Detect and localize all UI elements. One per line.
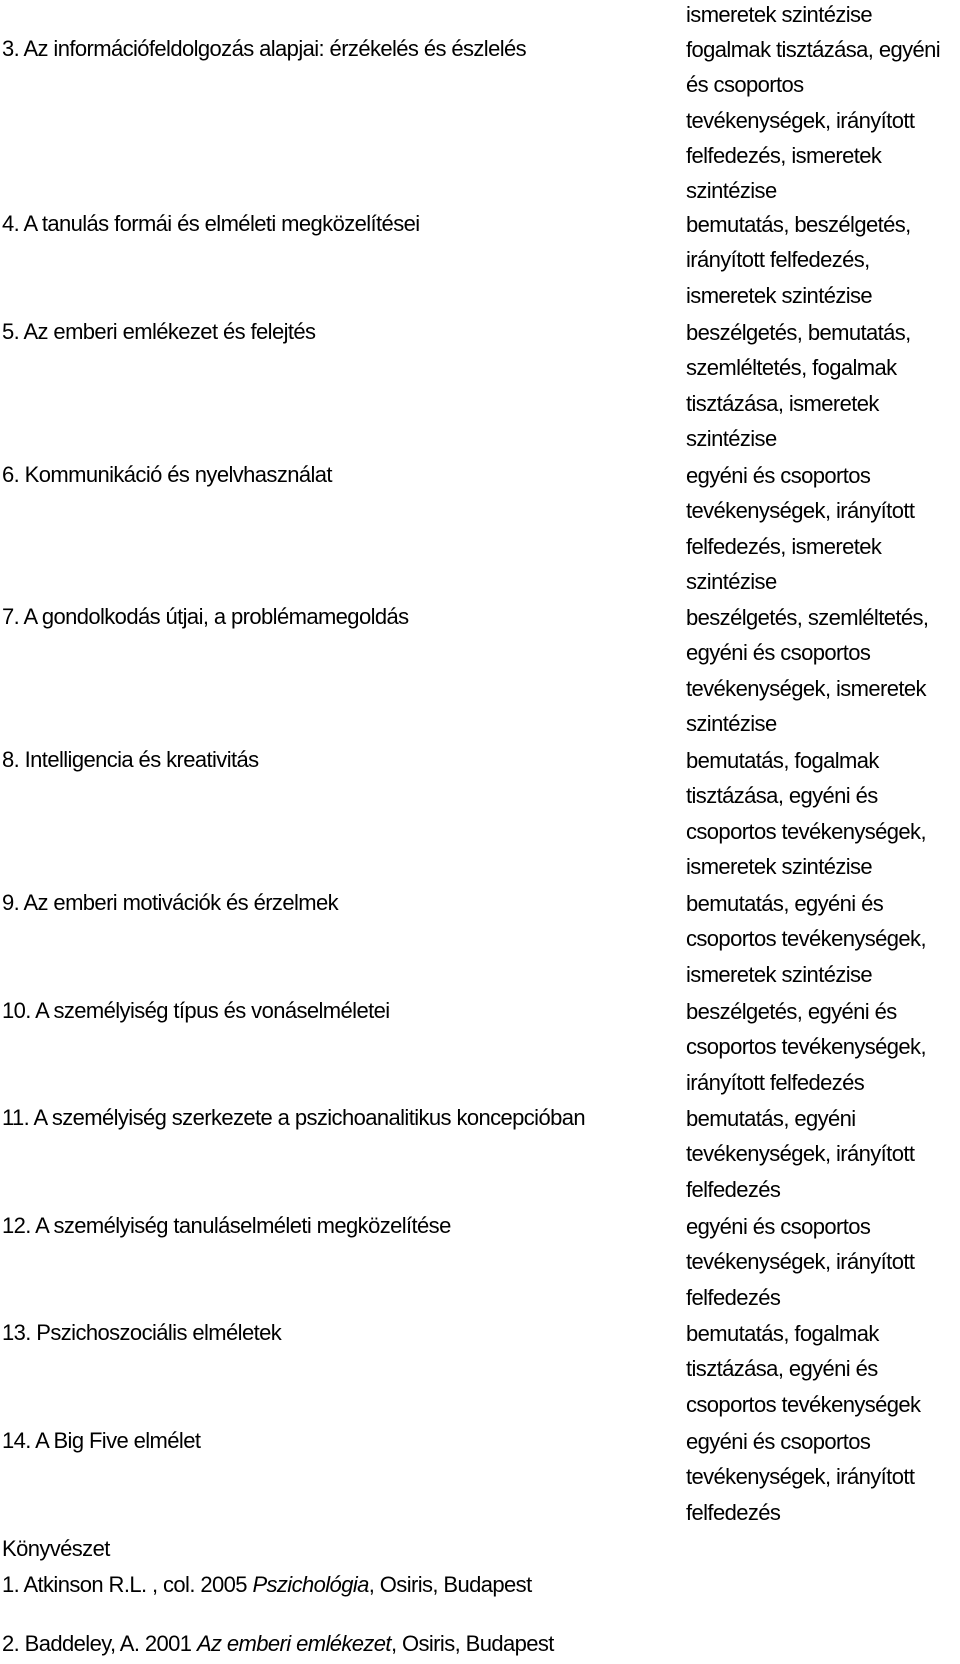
- method-line: ismeretek szintézise: [686, 282, 873, 308]
- methods-6: [686, 458, 956, 599]
- method-line: felfedezés, ismeretek: [686, 142, 882, 168]
- method-line: csoportos tevékenységek,: [686, 818, 926, 844]
- topic-7: 7. A gondolkodás útjai, a problémamegoldás: [2, 604, 409, 629]
- methods-13: [686, 1316, 956, 1422]
- method-line: bemutatás, egyéni és: [686, 891, 884, 916]
- method-line: egyéni és csoportos: [686, 463, 871, 488]
- method-line: tisztázása, ismeretek: [686, 390, 879, 416]
- methods-3: [686, 32, 956, 208]
- topic-9: 9. Az emberi motivációk és érzelmek: [2, 890, 339, 915]
- method-line: felfedezés: [686, 1499, 781, 1525]
- topic-11: 11. A személyiség szerkezete a pszichoanalitikus koncepcióban: [2, 1105, 586, 1130]
- method-line: tisztázása, egyéni és: [686, 783, 878, 809]
- method-line: beszélgetés, egyéni és: [686, 999, 897, 1024]
- topic-6: 6. Kommunikáció és nyelvhasználat: [2, 462, 332, 487]
- method-line: szemléltetés, fogalmak: [686, 355, 897, 381]
- method-line: beszélgetés, szemléltetés,: [686, 605, 929, 630]
- method-line: tisztázása, egyéni és: [686, 1356, 878, 1382]
- method-line: bemutatás, beszélgetés,: [686, 212, 911, 237]
- topic-12: 12. A személyiség tanuláselméleti megközelítése: [2, 1213, 451, 1238]
- methods-5: [686, 315, 956, 456]
- method-line: felfedezés, ismeretek: [686, 533, 882, 559]
- reference-prefix: 2. Baddeley, A. 2001: [2, 1631, 197, 1656]
- methods-7: [686, 600, 956, 741]
- topic-5: 5. Az emberi emlékezet és felejtés: [2, 319, 316, 344]
- topic-8: 8. Intelligencia és kreativitás: [2, 747, 259, 772]
- method-line: ismeretek szintézise: [686, 961, 873, 987]
- method-line: tevékenységek, ismeretek: [686, 675, 926, 701]
- topic-14: 14. A Big Five elmélet: [2, 1428, 201, 1453]
- lead-line: ismeretek szintézise: [686, 2, 873, 27]
- method-line: beszélgetés, bemutatás,: [686, 320, 911, 345]
- bibliography-heading: Könyvészet: [2, 1536, 110, 1561]
- reference-1: [2, 1568, 532, 1602]
- method-line: szintézise: [686, 425, 777, 451]
- method-line: egyéni és csoportos: [686, 1214, 871, 1239]
- methods-8: [686, 743, 956, 884]
- method-line: és csoportos: [686, 72, 804, 98]
- method-line: tevékenységek, irányított: [686, 498, 915, 524]
- reference-suffix: , Osiris, Budapest: [390, 1631, 554, 1656]
- method-line: bemutatás, fogalmak: [686, 1321, 879, 1346]
- method-line: egyéni és csoportos: [686, 640, 871, 666]
- method-line: szintézise: [686, 178, 777, 204]
- method-line: bemutatás, fogalmak: [686, 748, 879, 773]
- method-line: egyéni és csoportos: [686, 1429, 871, 1454]
- reference-title: Pszichológia: [252, 1572, 369, 1597]
- method-line: felfedezés: [686, 1284, 781, 1310]
- reference-suffix: , Osiris, Budapest: [368, 1572, 532, 1597]
- topic-10: 10. A személyiség típus és vonáselméletei: [2, 998, 390, 1023]
- methods-10: [686, 994, 956, 1100]
- method-line: irányított felfedezés: [686, 1069, 865, 1095]
- topic-13: 13. Pszichoszociális elméletek: [2, 1320, 282, 1345]
- method-line: tevékenységek, irányított: [686, 1464, 915, 1490]
- method-line: bemutatás, egyéni: [686, 1106, 856, 1131]
- method-line: tevékenységek, irányított: [686, 107, 915, 133]
- method-line: szintézise: [686, 568, 777, 594]
- reference-2: [2, 1627, 554, 1661]
- method-line: csoportos tevékenységek: [686, 1391, 921, 1417]
- methods-12: [686, 1209, 956, 1315]
- methods-4: [686, 207, 956, 313]
- method-line: felfedezés: [686, 1176, 781, 1202]
- reference-title: Az emberi emlékezet: [196, 1631, 391, 1656]
- methods-14: [686, 1424, 956, 1530]
- method-line: csoportos tevékenységek,: [686, 1034, 926, 1060]
- method-line: szintézise: [686, 710, 777, 736]
- methods-9: [686, 886, 956, 992]
- reference-prefix: 1. Atkinson R.L. , col. 2005: [2, 1572, 253, 1597]
- method-line: ismeretek szintézise: [686, 853, 873, 879]
- topic-4: 4. A tanulás formái és elméleti megközelítései: [2, 211, 420, 236]
- method-line: csoportos tevékenységek,: [686, 926, 926, 952]
- method-line: tevékenységek, irányított: [686, 1141, 915, 1167]
- method-line: fogalmak tisztázása, egyéni: [686, 37, 941, 62]
- method-line: irányított felfedezés,: [686, 247, 870, 273]
- topic-3: 3. Az információfeldolgozás alapjai: érzékelés és észlelés: [2, 36, 527, 61]
- method-line: tevékenységek, irányított: [686, 1249, 915, 1275]
- methods-11: [686, 1101, 956, 1207]
